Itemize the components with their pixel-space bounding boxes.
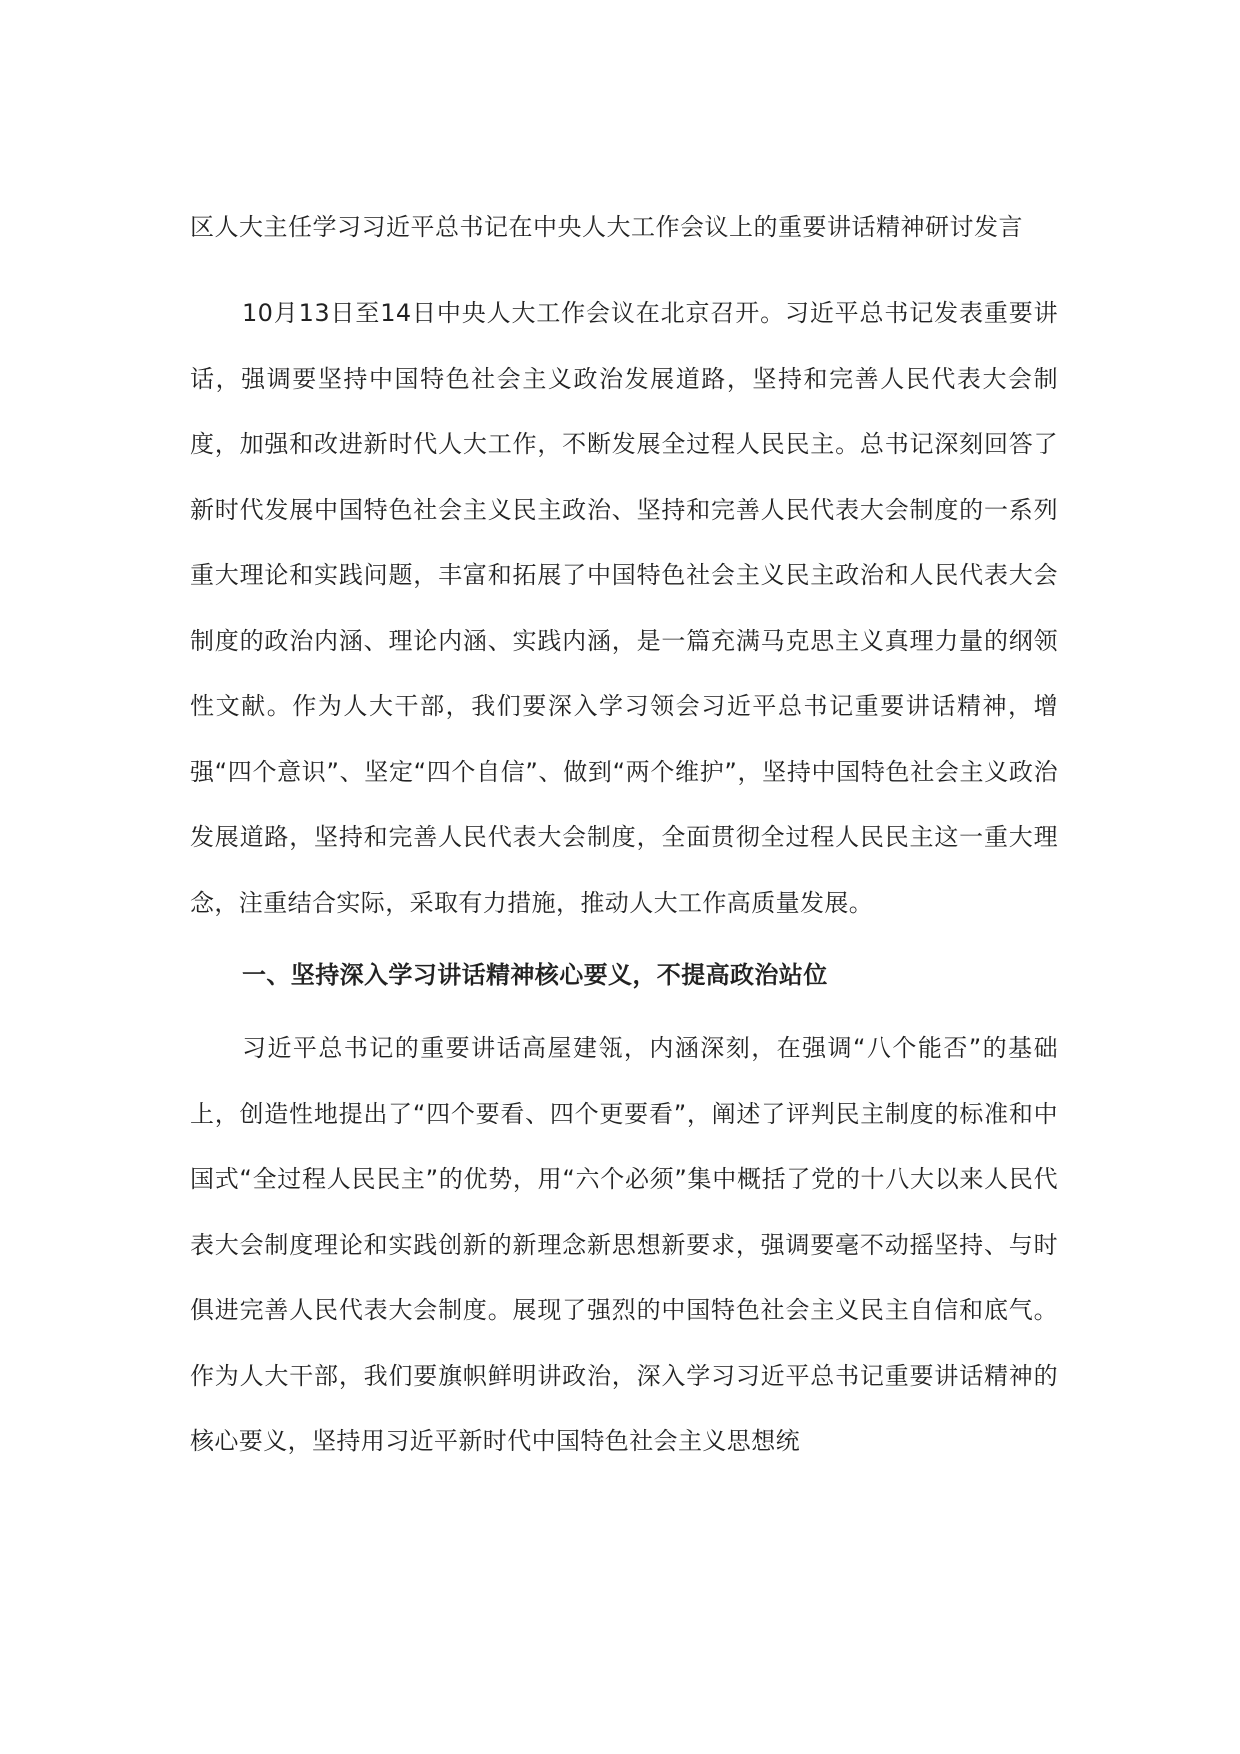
document-page	[190, 205, 1058, 1475]
document-title: 区人大主任学习习近平总书记在中央人大工作会议上的重要讲话精神研讨发言	[190, 213, 1023, 241]
section-heading-1: 一、坚持深入学习讲话精神核心要义，不提高政治站位	[242, 961, 828, 989]
section-1-paragraph: 习近平总书记的重要讲话高屋建瓴，内涵深刻，在强调“八个能否”的基础上，创造性地提出了“四个要看、四个更要看”，阐述了评判民主制度的标准和中国式“全过程人民民主”的优势，用“六个必须”集中概括了党的十八大以来人民代表大会制度理论和实践创新的新理念新思想新要求，强调要毫不动摇坚持、与时俱进完善人民代表大会制度。展现了强烈的中国特色社会主义民主自信和底气。作为人大干部，我们要旗帜鲜明讲政治，深入学习习近平总书记重要讲话精神的核心要义，坚持用习近平新时代中国特色社会主义思想统	[190, 1034, 1058, 1455]
intro-paragraph: 10月13日至14日中央人大工作会议在北京召开。习近平总书记发表重要讲话，强调要坚持中国特色社会主义政治发展道路，坚持和完善人民代表大会制度，加强和改进新时代人大工作，不断发展全过程人民民主。总书记深刻回答了新时代发展中国特色社会主义民主政治、坚持和完善人民代表大会制度的一系列重大理论和实践问题，丰富和拓展了中国特色社会主义民主政治和人民代表大会制度的政治内涵、理论内涵、实践内涵，是一篇充满马克思主义真理力量的纲领性文献。作为人大干部，我们要深入学习领会习近平总书记重要讲话精神，增强“四个意识”、坚定“四个自信”、做到“两个维护”，坚持中国特色社会主义政治发展道路，坚持和完善人民代表大会制度，全面贯彻全过程人民民主这一重大理念，注重结合实际，采取有力措施，推动人大工作高质量发展。	[190, 299, 1058, 917]
